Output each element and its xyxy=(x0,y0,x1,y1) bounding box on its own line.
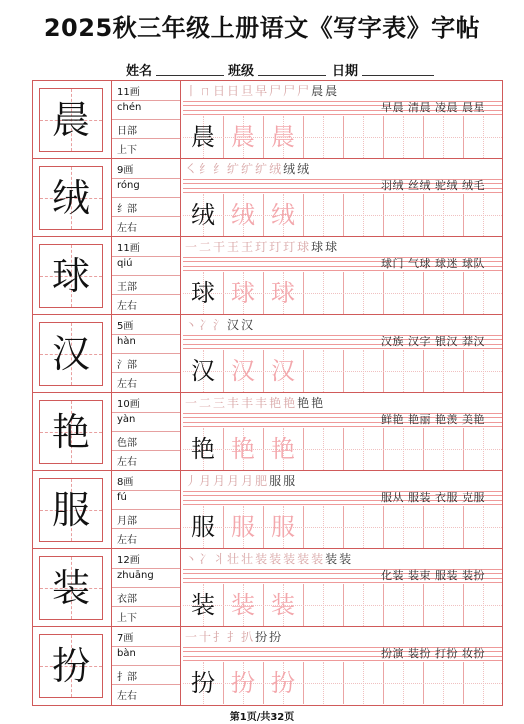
trace-char: 球 xyxy=(271,279,295,307)
char-info xyxy=(111,549,181,627)
practice-char: 绒 xyxy=(191,201,215,229)
trace-char: 绒 xyxy=(271,201,295,229)
model-char-box xyxy=(39,478,103,542)
stroke-step: 纟 xyxy=(199,162,214,176)
radical: 日部 xyxy=(117,126,137,137)
pinyin: bàn xyxy=(117,648,136,659)
stroke-step: 纩 xyxy=(255,162,270,176)
stroke-step: 尸 xyxy=(269,84,284,98)
model-char: 晨 xyxy=(51,98,90,142)
stroke-step: 服 xyxy=(269,474,284,488)
practice-char: 艳 xyxy=(191,435,215,463)
stroke-step: 丶 xyxy=(185,552,200,566)
stroke-step: 月 xyxy=(213,474,228,488)
stroke-count: 5画 xyxy=(117,321,134,332)
stroke-step: 服 xyxy=(283,474,298,488)
model-char-box xyxy=(39,166,103,230)
divider xyxy=(112,334,180,335)
stroke-step: 装 xyxy=(339,552,354,566)
stroke-step: 一 xyxy=(185,240,200,254)
stroke-step: 肥 xyxy=(255,474,270,488)
stroke-order xyxy=(185,472,495,488)
divider xyxy=(112,665,180,666)
practice-char: 扮 xyxy=(191,669,215,697)
char-info xyxy=(111,471,181,549)
char-info xyxy=(111,237,181,315)
stroke-step: 尸 xyxy=(297,84,312,98)
radical: 色部 xyxy=(117,438,137,449)
divider xyxy=(112,100,180,101)
model-char-box xyxy=(39,400,103,464)
vocab-words: 羽绒 丝绒 驼绒 绒毛 xyxy=(381,179,485,192)
stroke-step: 早 xyxy=(255,84,270,98)
model-char-box xyxy=(39,322,103,386)
stroke-step: 球 xyxy=(311,240,326,254)
stroke-step: 艳 xyxy=(269,396,284,410)
stroke-step: 月 xyxy=(227,474,242,488)
practice-sheet xyxy=(32,80,503,706)
trace-char: 汉 xyxy=(231,357,255,385)
stroke-step: 二 xyxy=(199,240,214,254)
stroke-step: 装 xyxy=(255,552,270,566)
practice-char: 汉 xyxy=(191,357,215,385)
trace-char: 装 xyxy=(271,591,295,619)
pinyin: fú xyxy=(117,492,127,503)
stroke-order xyxy=(185,394,495,410)
model-char-box xyxy=(39,244,103,308)
pinyin: yàn xyxy=(117,414,136,425)
stroke-step: 丿 xyxy=(185,474,200,488)
stroke-step: 扮 xyxy=(255,630,270,644)
stroke-step: 扮 xyxy=(269,630,284,644)
stroke-step: 纩 xyxy=(227,162,242,176)
stroke-step: 日 xyxy=(227,84,242,98)
stroke-count: 11画 xyxy=(117,87,140,98)
divider xyxy=(112,138,180,139)
vocab-words: 化装 装束 服装 装扮 xyxy=(381,569,485,582)
radical: 纟部 xyxy=(117,204,137,215)
practice-grid[interactable] xyxy=(183,428,502,470)
stroke-order xyxy=(185,628,495,644)
divider xyxy=(112,353,180,354)
stroke-count: 8画 xyxy=(117,477,134,488)
char-row xyxy=(33,627,502,705)
char-row xyxy=(33,315,502,393)
char-info xyxy=(111,627,181,705)
class-label: 班级 xyxy=(228,64,255,79)
divider xyxy=(112,216,180,217)
radical: 衣部 xyxy=(117,594,137,605)
vocab-words: 服从 服装 衣服 克服 xyxy=(381,491,485,504)
char-row xyxy=(33,237,502,315)
stroke-order xyxy=(185,316,495,332)
practice-char: 球 xyxy=(191,279,215,307)
practice-char: 装 xyxy=(191,591,215,619)
model-char-box xyxy=(39,634,103,698)
structure: 上下 xyxy=(117,613,137,624)
model-char: 艳 xyxy=(51,410,90,454)
trace-char: 晨 xyxy=(231,123,255,151)
date-blank[interactable] xyxy=(362,75,434,76)
stroke-count: 12画 xyxy=(117,555,140,566)
divider xyxy=(112,412,180,413)
divider xyxy=(112,684,180,685)
vocab-words: 扮演 装扮 打扮 妆扮 xyxy=(381,647,485,660)
stroke-step: 壮 xyxy=(241,552,256,566)
stroke-step: 球 xyxy=(297,240,312,254)
stroke-step: 氵 xyxy=(213,318,228,332)
vocab-words: 早晨 清晨 凌晨 晨星 xyxy=(381,101,485,114)
divider xyxy=(112,646,180,647)
vocab-words: 球门 气球 球迷 球队 xyxy=(381,257,485,270)
practice-grid[interactable] xyxy=(183,194,502,236)
structure: 左右 xyxy=(117,301,137,312)
stroke-step: 装 xyxy=(297,552,312,566)
stroke-step: 日 xyxy=(213,84,228,98)
stroke-step: 壮 xyxy=(227,552,242,566)
radical: 氵部 xyxy=(117,360,137,371)
page-number: 第1页/共32页 xyxy=(229,712,295,723)
radical: 扌部 xyxy=(117,672,137,683)
structure: 左右 xyxy=(117,535,137,546)
stroke-step: 装 xyxy=(283,552,298,566)
stroke-step: 玎 xyxy=(269,240,284,254)
model-char: 服 xyxy=(51,488,90,532)
stroke-step: 三 xyxy=(213,396,228,410)
divider xyxy=(112,372,180,373)
practice-grid[interactable] xyxy=(183,116,502,158)
stroke-step: 艳 xyxy=(283,396,298,410)
practice-char: 晨 xyxy=(191,123,215,151)
stroke-count: 7画 xyxy=(117,633,134,644)
divider xyxy=(112,197,180,198)
divider xyxy=(112,119,180,120)
trace-char: 服 xyxy=(271,513,295,541)
stroke-step: ㄇ xyxy=(199,84,214,98)
name-label: 姓名 xyxy=(126,64,153,79)
model-char-box xyxy=(39,556,103,620)
page-title: 2025秋三年级上册语文《写字表》字帖 xyxy=(43,14,481,42)
vocab-words: 汉族 汉字 银汉 莽汉 xyxy=(381,335,485,348)
stroke-step: 装 xyxy=(311,552,326,566)
trace-char: 艳 xyxy=(271,435,295,463)
stroke-step: 扒 xyxy=(241,630,256,644)
char-info xyxy=(111,315,181,393)
model-char-box xyxy=(39,88,103,152)
pinyin: chén xyxy=(117,102,142,113)
stroke-step: 纩 xyxy=(241,162,256,176)
trace-char: 汉 xyxy=(271,357,295,385)
stroke-order xyxy=(185,238,495,254)
stroke-order xyxy=(185,82,495,98)
stroke-order xyxy=(185,160,495,176)
char-info xyxy=(111,159,181,237)
trace-char: 绒 xyxy=(231,201,255,229)
radical: 王部 xyxy=(117,282,137,293)
stroke-count: 10画 xyxy=(117,399,140,410)
model-char: 汉 xyxy=(51,332,90,376)
pinyin: qiú xyxy=(117,258,133,269)
divider xyxy=(112,450,180,451)
char-row xyxy=(33,471,502,549)
class-blank[interactable] xyxy=(258,75,326,76)
divider xyxy=(112,256,180,257)
model-char: 球 xyxy=(51,254,90,298)
structure: 左右 xyxy=(117,379,137,390)
trace-char: 扮 xyxy=(231,669,255,697)
practice-char: 服 xyxy=(191,513,215,541)
stroke-order xyxy=(185,550,495,566)
pinyin: hàn xyxy=(117,336,136,347)
stroke-step: 扌 xyxy=(213,630,228,644)
pinyin: zhuāng xyxy=(117,570,154,581)
stroke-step: 丰 xyxy=(255,396,270,410)
practice-grid[interactable] xyxy=(183,584,502,626)
pinyin: róng xyxy=(117,180,140,191)
name-blank[interactable] xyxy=(156,75,224,76)
stroke-step: 丶 xyxy=(185,318,200,332)
stroke-step: 丨 xyxy=(185,84,200,98)
model-char: 绒 xyxy=(51,176,90,220)
trace-char: 球 xyxy=(231,279,255,307)
trace-char: 装 xyxy=(231,591,255,619)
stroke-step: 丰 xyxy=(241,396,256,410)
stroke-step: 玎 xyxy=(255,240,270,254)
stroke-step: ㇛ xyxy=(185,162,200,176)
radical: 月部 xyxy=(117,516,137,527)
structure: 左右 xyxy=(117,223,137,234)
stroke-step: 绒 xyxy=(269,162,284,176)
stroke-step: 艳 xyxy=(297,396,312,410)
divider xyxy=(112,509,180,510)
divider xyxy=(112,606,180,607)
structure: 左右 xyxy=(117,457,137,468)
char-row xyxy=(33,549,502,627)
divider xyxy=(112,178,180,179)
model-char: 扮 xyxy=(51,644,90,688)
stroke-step: 绒 xyxy=(283,162,298,176)
stroke-step: 艳 xyxy=(311,396,326,410)
divider xyxy=(112,587,180,588)
stroke-step: 一 xyxy=(185,630,200,644)
stroke-step: 月 xyxy=(199,474,214,488)
trace-char: 晨 xyxy=(271,123,295,151)
char-row xyxy=(33,81,502,159)
stroke-step: 十 xyxy=(199,630,214,644)
stroke-step: 装 xyxy=(269,552,284,566)
divider xyxy=(112,294,180,295)
practice-grid[interactable] xyxy=(183,350,502,392)
stroke-step: 月 xyxy=(241,474,256,488)
stroke-step: 扌 xyxy=(227,630,242,644)
practice-grid[interactable] xyxy=(183,506,502,548)
stroke-step: 晨 xyxy=(325,84,340,98)
stroke-step: 晨 xyxy=(311,84,326,98)
divider xyxy=(112,431,180,432)
stroke-step: 旦 xyxy=(241,84,256,98)
char-row xyxy=(33,393,502,471)
stroke-step: 绒 xyxy=(297,162,312,176)
stroke-count: 11画 xyxy=(117,243,140,254)
divider xyxy=(112,568,180,569)
practice-grid[interactable] xyxy=(183,272,502,314)
trace-char: 服 xyxy=(231,513,255,541)
char-info xyxy=(111,81,181,159)
stroke-step: 王 xyxy=(227,240,242,254)
divider xyxy=(112,490,180,491)
char-info xyxy=(111,393,181,471)
divider xyxy=(112,275,180,276)
stroke-step: 玎 xyxy=(283,240,298,254)
practice-grid[interactable] xyxy=(183,662,502,704)
stroke-step: 汉 xyxy=(227,318,242,332)
stroke-count: 9画 xyxy=(117,165,134,176)
trace-char: 扮 xyxy=(271,669,295,697)
vocab-words: 鲜艳 艳丽 艳羡 美艳 xyxy=(381,413,485,426)
divider xyxy=(112,528,180,529)
char-row xyxy=(33,159,502,237)
stroke-step: 冫 xyxy=(199,552,214,566)
stroke-step: 一 xyxy=(185,396,200,410)
stroke-step: 汉 xyxy=(241,318,256,332)
stroke-step: 尸 xyxy=(283,84,298,98)
stroke-step: 王 xyxy=(241,240,256,254)
model-char: 装 xyxy=(51,566,90,610)
stroke-step: 二 xyxy=(199,396,214,410)
trace-char: 艳 xyxy=(231,435,255,463)
stroke-step: 纟 xyxy=(213,162,228,176)
date-label: 日期 xyxy=(332,64,359,79)
stroke-step: 干 xyxy=(213,240,228,254)
structure: 左右 xyxy=(117,691,137,702)
stroke-step: 装 xyxy=(325,552,340,566)
stroke-step: 丰 xyxy=(227,396,242,410)
stroke-step: 球 xyxy=(325,240,340,254)
stroke-step: 冫 xyxy=(199,318,214,332)
structure: 上下 xyxy=(117,145,137,156)
stroke-step: 丬 xyxy=(213,552,228,566)
